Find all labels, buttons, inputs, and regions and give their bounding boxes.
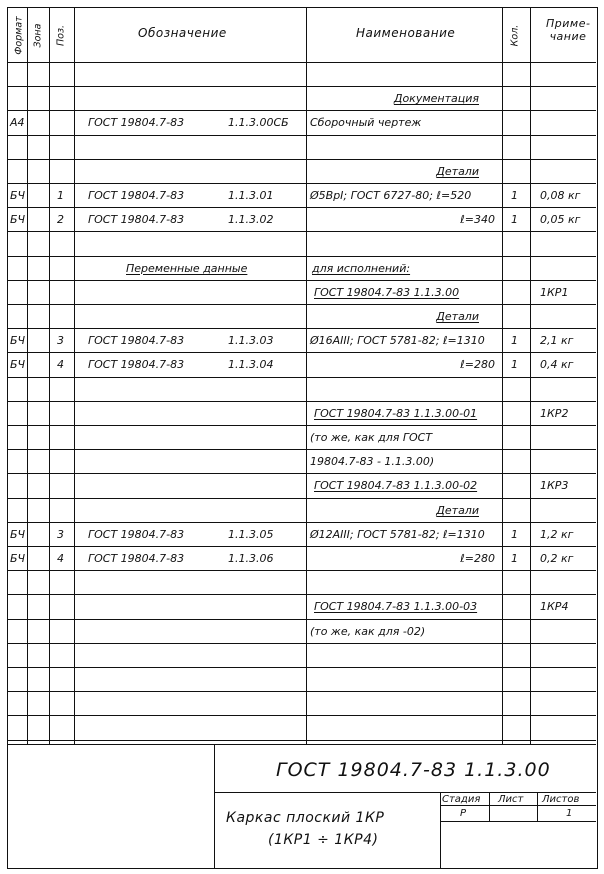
row-note: 1КР2 [540, 406, 569, 420]
row-quantity: 1 [511, 334, 518, 348]
row-quantity: 1 [511, 358, 518, 372]
header-zone: Зона [32, 23, 44, 48]
row-divider [8, 401, 596, 402]
title-block-mid-border [214, 792, 596, 793]
row-divider [8, 159, 596, 160]
document-title-line1: Каркас плоский 1КР [226, 810, 385, 826]
row-designation-code: 1.1.3.06 [228, 552, 274, 565]
row-name: ГОСТ 19804.7-83 1.1.3.00-03 [314, 600, 478, 614]
row-divider [8, 86, 596, 87]
row-designation-code: 1.1.3.02 [228, 213, 274, 227]
row-position: 3 [57, 334, 64, 348]
row-name: Ø5ВрI; ГОСТ 6727-80; ℓ=520 [310, 189, 472, 202]
row-designation-code: 1.1.3.03 [228, 334, 274, 348]
row-divider [8, 473, 596, 474]
row-note: 0,08 кг [540, 189, 581, 202]
row-name: ℓ=280 [460, 552, 495, 565]
row-divider [8, 183, 596, 184]
row-divider [8, 352, 596, 353]
title-block-sheet-divider [489, 792, 490, 821]
row-divider [8, 546, 596, 547]
title-block-stage-value-line [440, 821, 596, 822]
specification-sheet [7, 7, 598, 869]
header-format: Формат [13, 16, 25, 55]
row-format: БЧ [10, 552, 26, 565]
stage-value: Р [460, 808, 467, 819]
row-note: 1КР1 [540, 285, 569, 299]
row-divider [8, 377, 596, 378]
header-name: Наименование [356, 26, 456, 40]
row-name: ГОСТ 19804.7-83 1.1.3.00-02 [314, 479, 478, 493]
row-note: 0,4 кг [540, 358, 574, 372]
row-divider [8, 594, 596, 595]
row-divider [8, 570, 596, 571]
row-name: (то же, как для -02) [310, 624, 426, 638]
row-designation: ГОСТ 19804.7-83 [88, 552, 185, 565]
row-divider [8, 691, 596, 692]
row-name: ℓ=280 [460, 358, 495, 372]
row-designation-code: 1.1.3.05 [228, 527, 274, 541]
row-designation: ГОСТ 19804.7-83 [88, 334, 185, 348]
row-name: 19804.7-83 - 1.1.3.00) [310, 455, 435, 469]
row-designation: Переменные данные [126, 261, 248, 275]
row-quantity: 1 [511, 527, 518, 541]
stage-label: Стадия [442, 794, 481, 805]
row-format: А4 [10, 116, 25, 130]
row-divider [8, 449, 596, 450]
row-designation: ГОСТ 19804.7-83 [88, 116, 185, 130]
row-name: для исполнений: [312, 261, 411, 275]
header-position: Поз. [55, 24, 67, 47]
row-designation-code: 1.1.3.04 [228, 358, 274, 372]
row-divider [8, 110, 596, 111]
row-name: Ø16АIII; ГОСТ 5781-82; ℓ=1310 [310, 334, 485, 348]
row-position: 4 [57, 552, 64, 565]
row-position: 2 [57, 213, 64, 227]
row-format: БЧ [10, 527, 26, 541]
header-bottom-border [8, 62, 596, 63]
row-divider [8, 425, 596, 426]
header-note: Приме- чание [546, 17, 591, 43]
row-format: БЧ [10, 334, 26, 348]
row-divider [8, 619, 596, 620]
row-designation-code: 1.1.3.01 [228, 189, 274, 202]
row-designation-code: 1.1.3.00СБ [228, 116, 289, 130]
row-format: БЧ [10, 358, 26, 372]
title-block-divider [214, 744, 215, 868]
sheet-label: Лист [498, 794, 524, 805]
row-position: 4 [57, 358, 64, 372]
row-note: 1КР4 [540, 600, 569, 614]
row-name: Детали [436, 503, 479, 517]
row-note: 1КР3 [540, 479, 569, 493]
sheets-label: Листов [542, 794, 580, 805]
row-divider [8, 498, 596, 499]
row-note: 0,2 кг [540, 552, 574, 565]
row-name: (то же, как для ГОСТ [310, 431, 433, 444]
document-title-line2: (1КР1 ÷ 1КР4) [268, 832, 379, 848]
row-divider [8, 304, 596, 305]
row-name: Ø12АIII; ГОСТ 5781-82; ℓ=1310 [310, 527, 485, 541]
title-block-sheets-divider [537, 792, 538, 821]
row-divider [8, 231, 596, 232]
row-designation: ГОСТ 19804.7-83 [88, 527, 185, 541]
row-designation: ГОСТ 19804.7-83 [88, 213, 185, 227]
row-name: ГОСТ 19804.7-83 1.1.3.00 [314, 285, 460, 299]
row-designation: ГОСТ 19804.7-83 [88, 358, 185, 372]
row-name: ℓ=340 [460, 213, 495, 227]
sheets-value: 1 [566, 808, 573, 819]
row-name: Сборочный чертеж [310, 116, 422, 130]
row-note: 2,1 кг [540, 334, 574, 348]
row-divider [8, 256, 596, 257]
title-block-top-border [8, 744, 596, 745]
row-divider [8, 328, 596, 329]
row-designation: ГОСТ 19804.7-83 [88, 189, 185, 202]
header-quantity: Кол. [509, 24, 521, 47]
row-name: ГОСТ 19804.7-83 1.1.3.00-01 [314, 406, 478, 420]
row-name: Детали [436, 164, 479, 178]
row-note: 1,2 кг [540, 527, 574, 541]
row-quantity: 1 [511, 189, 518, 202]
row-format: БЧ [10, 213, 26, 227]
row-divider [8, 280, 596, 281]
row-note: 0,05 кг [540, 213, 581, 227]
document-number: ГОСТ 19804.7-83 1.1.3.00 [276, 759, 551, 781]
row-position: 1 [57, 189, 64, 202]
header-designation: Обозначение [138, 26, 227, 40]
row-divider [8, 740, 596, 741]
row-divider [8, 643, 596, 644]
row-format: БЧ [10, 189, 26, 202]
row-name: Документация [393, 92, 479, 106]
row-divider [8, 522, 596, 523]
row-quantity: 1 [511, 213, 518, 227]
row-divider [8, 135, 596, 136]
row-divider [8, 207, 596, 208]
title-block-stage-header-line [440, 805, 596, 806]
row-name: Детали [436, 310, 479, 323]
title-block-stage-divider [440, 792, 441, 868]
row-quantity: 1 [511, 552, 518, 565]
row-position: 3 [57, 527, 64, 541]
row-divider [8, 715, 596, 716]
row-divider [8, 667, 596, 668]
